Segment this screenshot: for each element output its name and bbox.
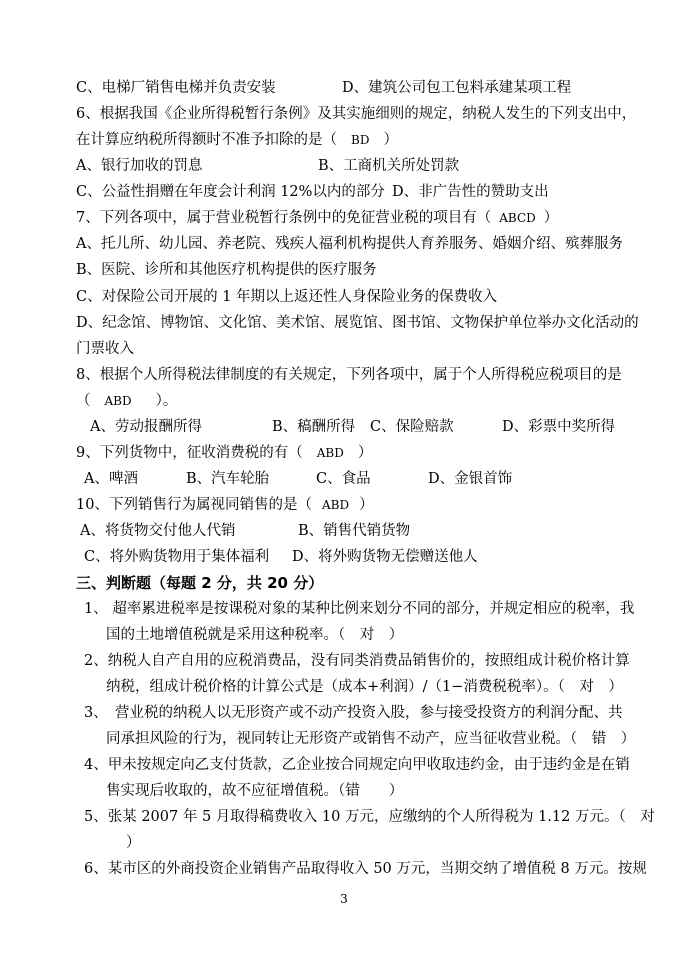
q10-close: ）: [359, 497, 374, 513]
q10-stem-line: [76, 495, 374, 515]
q8-open: （: [76, 393, 91, 409]
q10-option-c: C、将外购货物用于集体福利: [84, 549, 270, 565]
q6-option-a: A、银行加收的罚息: [76, 158, 203, 174]
q7-option-a: A、托儿所、幼儿园、养老院、残疾人福利机构提供人育养服务、婚姻介绍、殡葬服务: [76, 236, 623, 252]
judgment-2-line2: 纳税，组成计税价格的计算公式是（成本+利润）/（1−消费税税率）。（ 对 ）: [106, 679, 623, 695]
judgment-1-line1: 1、 超率累进税率是按课税对象的某种比例来划分不同的部分，并规定相应的税率，我: [84, 601, 635, 617]
q8-option-c: C、保险赔款: [370, 419, 454, 435]
q8-option-b: B、稿酬所得: [272, 419, 356, 435]
q7-stem-text: 7、下列各项中，属于营业税暂行条例中的免征营业税的项目有（: [76, 210, 492, 226]
q9-stem-line: [76, 443, 372, 463]
q8-stem: 8、根据个人所得税法律制度的有关规定，下列各项中，属于个人所得税应税项目的是: [76, 367, 622, 383]
judgment-4-line2: 售实现后收取的，故不应征增值税。（错 ）: [106, 783, 404, 799]
q7-close: ）: [543, 210, 559, 226]
q6-stem-text: 在计算应纳税所得额时不准予扣除的是（: [76, 132, 337, 148]
q10-stem-text: 10、下列销售行为属视同销售的是（: [76, 497, 312, 513]
q8-answer: ABD: [104, 394, 132, 408]
q6-option-d: D、非广告性的赞助支出: [392, 184, 549, 200]
q10-answer: ABD: [321, 498, 350, 512]
q8-option-a: A、劳动报酬所得: [90, 419, 202, 435]
judgment-2-line1: 2、纳税人自产自用的应税消费品，没有同类消费品销售价的，按照组成计税价格计算: [84, 653, 630, 669]
q5-option-c: C、电梯厂销售电梯并负责安装: [76, 80, 276, 96]
q10-option-b: B、销售代销货物: [298, 523, 411, 539]
q9-option-a: A、啤酒: [84, 471, 138, 487]
judgment-6-line1: 6、某市区的外商投资企业销售产品取得收入 50 万元，当期交纳了增值税 8 万元。按规: [84, 861, 647, 877]
q9-option-c: C、食品: [316, 471, 371, 487]
q7-option-d-line2: 门票收入: [76, 341, 134, 357]
q7-option-d-line1: D、纪念馆、博物馆、文化馆、美术馆、展览馆、图书馆、文物保护单位举办文化活动的: [76, 315, 639, 331]
judgment-3-line1: 3、 营业税的纳税人以无形资产或不动产投资入股，参与接受投资方的利润分配、共: [84, 705, 623, 721]
q6-option-c: C、公益性捐赠在年度会计利润 12%以内的部分: [76, 184, 385, 200]
section-heading-judgment: 三、判断题（每题 2 分，共 20 分）: [76, 574, 324, 592]
q5-option-d: D、建筑公司包工包料承建某项工程: [342, 80, 572, 96]
q6-option-b: B、工商机关所处罚款: [318, 158, 460, 174]
q6-answer: BD: [351, 133, 370, 147]
q9-stem-text: 9、下列货物中，征收消费税的有（: [76, 445, 303, 461]
q6-stem-line2: [76, 130, 398, 150]
q8-answer-line: [76, 391, 177, 411]
q10-option-a: A、将货物交付他人代销: [80, 523, 236, 539]
q9-answer: ABD: [316, 446, 344, 460]
q7-option-c: C、对保险公司开展的 1 年期以上返还性人身保险业务的保费收入: [76, 289, 498, 305]
q6-close: ）: [383, 132, 398, 148]
judgment-1-line2: 国的土地增值税就是采用这种税率。（ 对 ）: [106, 627, 404, 643]
q7-option-b: B、医院、诊所和其他医疗机构提供的医疗服务: [76, 262, 377, 278]
q9-close: ）: [357, 445, 373, 461]
page-number: 3: [340, 892, 348, 906]
judgment-5-line1: 5、张某 2007 年 5 月取得稿费收入 10 万元，应缴纳的个人所得税为 1.12 万元。（ 对: [84, 809, 655, 825]
q7-answer: ABCD: [499, 211, 536, 225]
q8-close: ）。: [155, 393, 178, 409]
q9-option-d: D、金银首饰: [428, 471, 513, 487]
q9-option-b: B、汽车轮胎: [186, 471, 270, 487]
q8-option-d: D、彩票中奖所得: [502, 419, 616, 435]
q6-stem-line1: 6、根据我国《企业所得税暂行条例》及其实施细则的规定，纳税人发生的下列支出中，: [76, 106, 637, 122]
judgment-3-line2: 同承担风险的行为，视同转让无形资产或销售不动产，应当征收营业税。（ 错 ）: [106, 731, 636, 747]
q7-stem-line: [76, 208, 558, 228]
judgment-4-line1: 4、甲未按规定向乙支付货款，乙企业按合同规定向甲收取违约金，由于违约金是在销: [84, 757, 630, 773]
judgment-5-line2: ）: [126, 835, 141, 851]
q10-option-d: D、将外购货物无偿赠送他人: [292, 549, 478, 565]
